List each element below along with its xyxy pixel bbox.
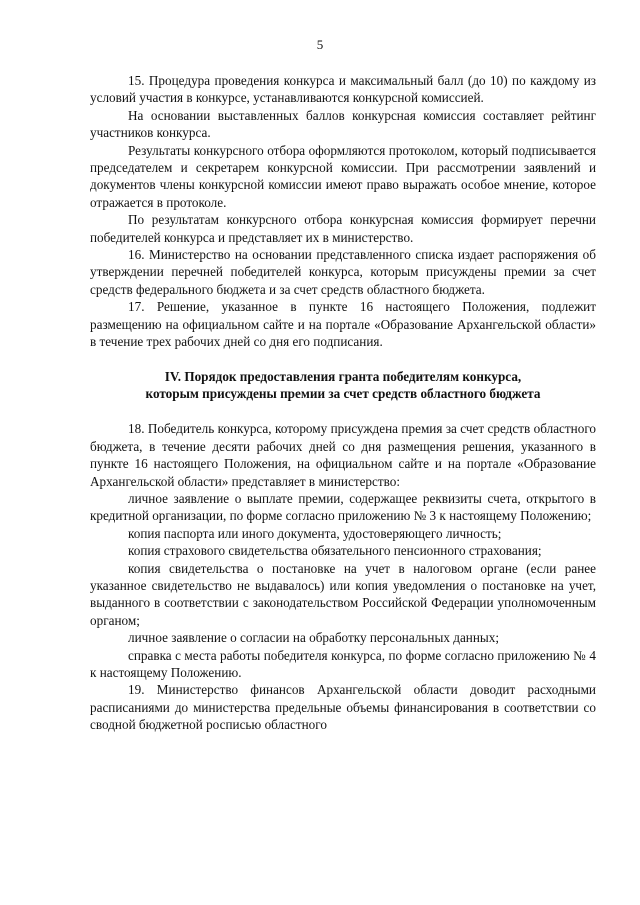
document-body xyxy=(90,72,596,734)
list-item-tax-certificate: копия свидетельства о постановке на учет в налоговом органе (если ранее указанное свидетельство не выдавалось) или копия уведомления о постановке на учет, выданного в соответствии с законодательством Российской Федерации уполномоченным органом; xyxy=(90,560,596,628)
section-heading-line-1: IV. Порядок предоставления гранта победителям конкурса, xyxy=(164,368,522,384)
list-item-passport: копия паспорта или иного документа, удостоверяющего личность; xyxy=(128,525,502,541)
section-heading xyxy=(90,368,596,403)
paragraph-protocol: Результаты конкурсного отбора оформляются протоколом, который подписывается председателем и секретарем конкурсной комиссии. При рассмотрении заявлений и документов члены конкурсной комиссии имеют право выражать особое мнение, которое отражается в протоколе. xyxy=(90,142,596,210)
list-item-application: личное заявление о выплате премии, содержащее реквизиты счета, открытого в кредитной организации, по форме согласно приложению № 3 к настоящему Положению; xyxy=(90,490,596,524)
list-item-personal-data-consent: личное заявление о согласии на обработку персональных данных; xyxy=(128,630,500,646)
paragraph-17: 17. Решение, указанное в пункте 16 настоящего Положения, подлежит размещению на официальном сайте и на портале «Образование Архангельской области» в течение трех рабочих дней со дня его подписания. xyxy=(90,299,596,350)
paragraph-rating: На основании выставленных баллов конкурсная комиссия составляет рейтинг участников конкурса. xyxy=(90,107,596,141)
paragraph-winners-list: По результатам конкурсного отбора конкурсная комиссия формирует перечни победителей конкурса и представляет их в министерство. xyxy=(90,212,596,245)
section-heading-line-2: которым присуждены премии за счет средств областного бюджета xyxy=(145,385,541,401)
page-number: 5 xyxy=(316,37,324,52)
paragraph-16: 16. Министерство на основании представленного списка издает распоряжения об утверждении перечней победителей конкурса, которым присуждены премии за счет средств федерального бюджета и за счет средств областного бюджета. xyxy=(90,247,596,297)
paragraph-18: 18. Победитель конкурса, которому присуждена премия за счет средств областного бюджета, в течение десяти рабочих дней со дня размещения решения, указанного в пункте 16 настоящего Положения, на официальном сайте и на портале «Образование Архангельской области» представляет в министерство: xyxy=(90,421,596,489)
paragraph-19: 19. Министерство финансов Архангельской области доводит расходными расписаниями до министерства предельные объемы финансирования в соответствии со сводной бюджетной росписью областного xyxy=(90,682,596,733)
list-item-work-certificate: справка с места работы победителя конкурса, по форме согласно приложению № 4 к настоящему Положению. xyxy=(90,647,596,680)
list-item-insurance: копия страхового свидетельства обязательного пенсионного страхования; xyxy=(128,543,542,559)
paragraph-15: 15. Процедура проведения конкурса и максимальный балл (до 10) по каждому из условий участия в конкурсе, устанавливаются конкурсной комиссией. xyxy=(90,73,596,106)
